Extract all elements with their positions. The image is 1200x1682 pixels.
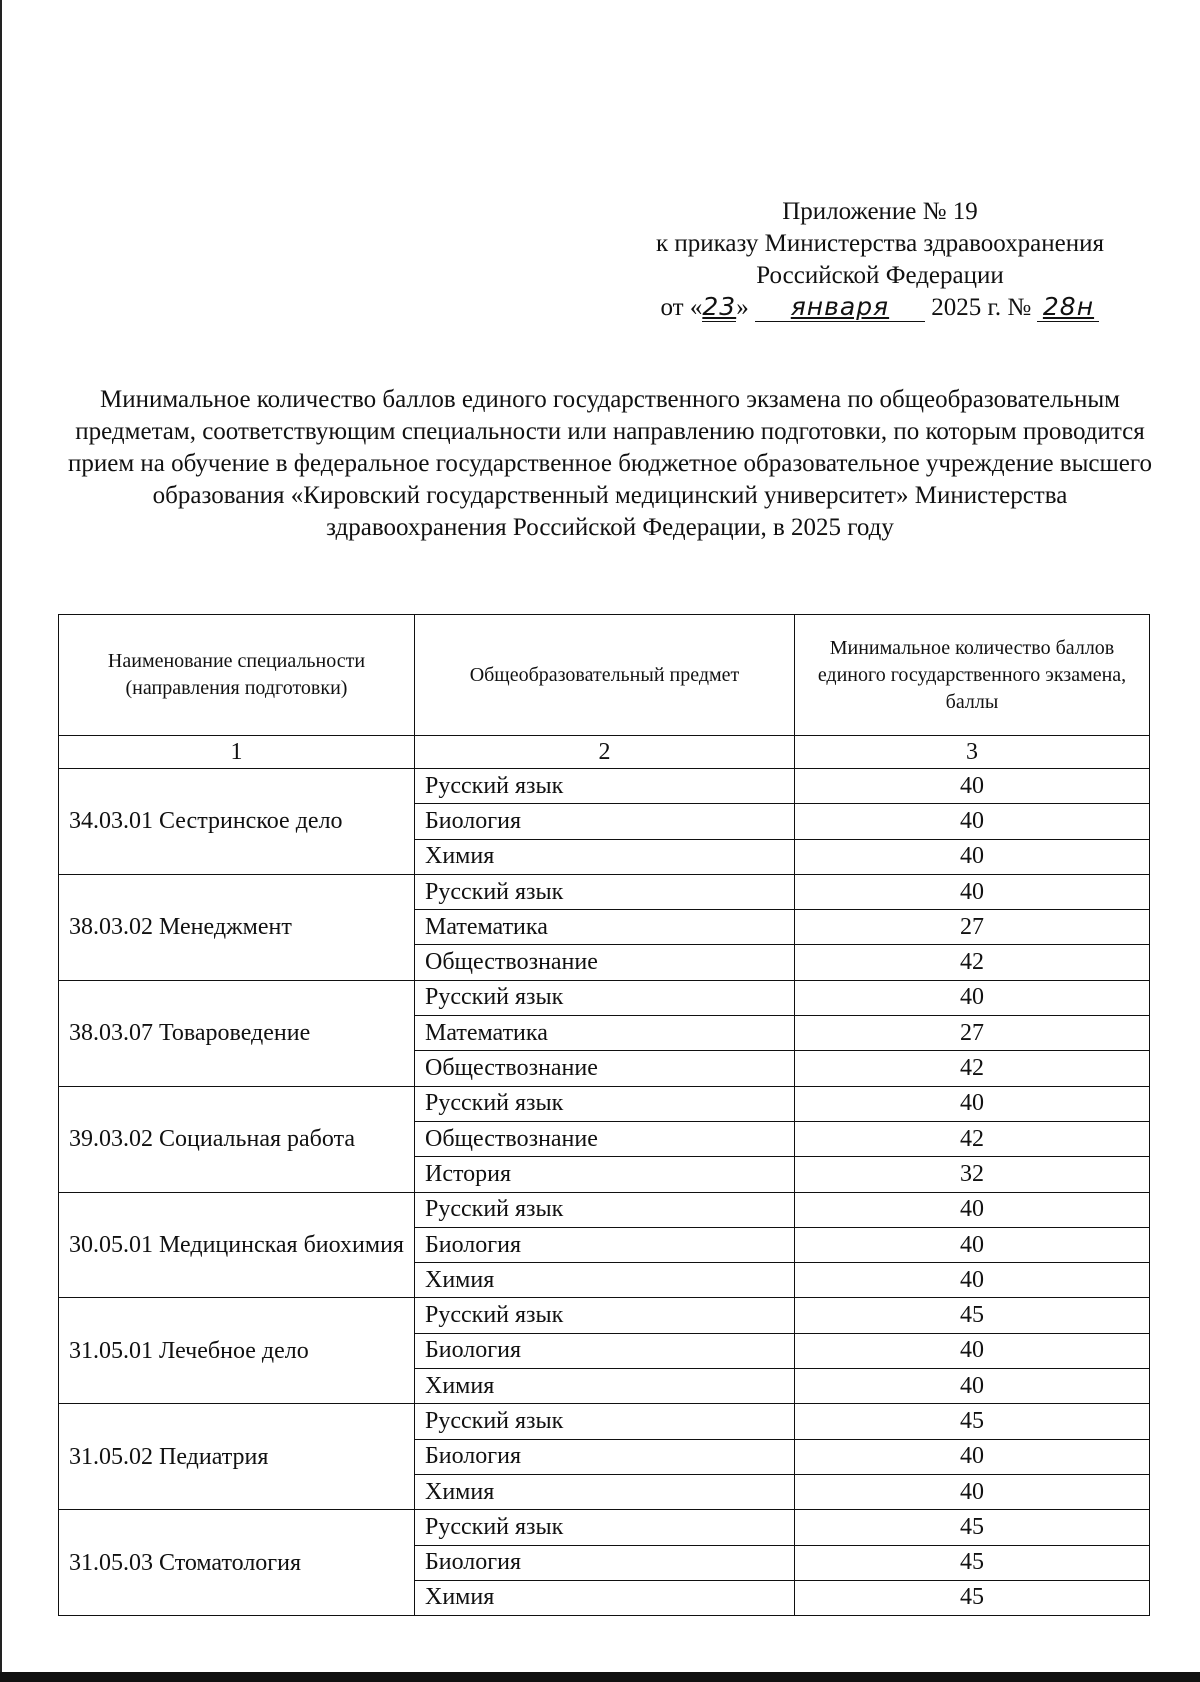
subject-cell: Обществознание: [415, 945, 795, 980]
score-cell: 40: [795, 980, 1150, 1015]
score-cell: 45: [795, 1580, 1150, 1615]
subject-cell: Биология: [415, 1545, 795, 1580]
score-cell: 42: [795, 945, 1150, 980]
score-cell: 40: [795, 874, 1150, 909]
score-cell: 40: [795, 804, 1150, 839]
subject-cell: Биология: [415, 1227, 795, 1262]
score-cell: 40: [795, 1192, 1150, 1227]
subject-cell: История: [415, 1157, 795, 1192]
table-row: [59, 1404, 1150, 1439]
column-number: 3: [795, 736, 1150, 769]
specialty-cell: 39.03.02 Социальная работа: [59, 1086, 415, 1192]
subject-cell: Химия: [415, 1369, 795, 1404]
order-number-handwritten: 28н: [1042, 292, 1095, 321]
appendix-number: Приложение № 19: [782, 198, 978, 225]
table-row: [59, 1510, 1150, 1545]
score-cell: 45: [795, 1404, 1150, 1439]
subject-cell: Русский язык: [415, 1510, 795, 1545]
header-min-score: Минимальное количество баллов единого государственного экзамена, баллы: [795, 615, 1150, 736]
date-month-handwritten: января: [790, 292, 890, 321]
score-cell: 40: [795, 1439, 1150, 1474]
date-day-field: [702, 294, 736, 322]
date-quote-close: »: [736, 294, 749, 321]
specialty-cell: 38.03.07 Товароведение: [59, 980, 415, 1086]
column-number: 1: [59, 736, 415, 769]
table-row: [59, 1192, 1150, 1227]
table-row: [59, 980, 1150, 1015]
score-cell: 40: [795, 1474, 1150, 1509]
subject-cell: Русский язык: [415, 1192, 795, 1227]
subject-cell: Химия: [415, 1263, 795, 1298]
subject-cell: Русский язык: [415, 980, 795, 1015]
score-cell: 40: [795, 1369, 1150, 1404]
score-cell: 40: [795, 769, 1150, 804]
subject-cell: Химия: [415, 1580, 795, 1615]
score-cell: 40: [795, 1227, 1150, 1262]
specialty-cell: 31.05.02 Педиатрия: [59, 1404, 415, 1510]
score-cell: 27: [795, 910, 1150, 945]
document-title: Минимальное количество баллов единого государственного экзамена по общеобразовательным предметам, соответствующим специальности или направлению подготовки, по которым проводится прием на обучение в федеральное государственное бюджетное образовательное учреждение высшего образования «Кировский государственный медицинский университет» Министерства здравоохранения Российской Федерации, в 2025 году: [68, 386, 1152, 541]
date-month-field: [755, 294, 925, 322]
table-row: [59, 1086, 1150, 1121]
specialty-cell: 30.05.01 Медицинская биохимия: [59, 1192, 415, 1298]
subject-cell: Биология: [415, 1439, 795, 1474]
subject-cell: Обществознание: [415, 1051, 795, 1086]
table-row: [59, 1298, 1150, 1333]
score-cell: 42: [795, 1051, 1150, 1086]
appendix-block: [600, 196, 1160, 324]
subject-cell: Математика: [415, 1016, 795, 1051]
order-number-field: [1037, 294, 1099, 322]
scores-table: [58, 614, 1150, 1616]
score-cell: 45: [795, 1510, 1150, 1545]
score-cell: 40: [795, 1086, 1150, 1121]
score-cell: 45: [795, 1298, 1150, 1333]
subject-cell: Биология: [415, 804, 795, 839]
order-reference: к приказу Министерства здравоохранения: [655, 230, 1105, 257]
subject-cell: Математика: [415, 910, 795, 945]
table-row: [59, 769, 1150, 804]
table-body: [59, 736, 1150, 1616]
subject-cell: Русский язык: [415, 769, 795, 804]
subject-cell: Химия: [415, 1474, 795, 1509]
specialty-cell: 31.05.01 Лечебное дело: [59, 1298, 415, 1404]
score-cell: 45: [795, 1545, 1150, 1580]
score-cell: 32: [795, 1157, 1150, 1192]
subject-cell: Русский язык: [415, 1298, 795, 1333]
subject-cell: Биология: [415, 1333, 795, 1368]
header-subject: Общеобразовательный предмет: [415, 615, 795, 736]
scan-edge-left: [0, 0, 2, 1682]
subject-cell: Обществознание: [415, 1121, 795, 1156]
order-date-line: [600, 292, 1160, 324]
table-row: [59, 874, 1150, 909]
subject-cell: Русский язык: [415, 874, 795, 909]
specialty-cell: 34.03.01 Сестринское дело: [59, 769, 415, 875]
score-cell: 27: [795, 1016, 1150, 1051]
scan-edge-bottom: [0, 1672, 1200, 1682]
score-cell: 40: [795, 1333, 1150, 1368]
score-cell: 40: [795, 1263, 1150, 1298]
header-specialty: Наименование специальности (направления подготовки): [59, 615, 415, 736]
federation-line: Российской Федерации: [756, 262, 1004, 289]
specialty-cell: 31.05.03 Стоматология: [59, 1510, 415, 1616]
header-row: [59, 615, 1150, 736]
specialty-cell: 38.03.02 Менеджмент: [59, 874, 415, 980]
column-number-row: [59, 736, 1150, 769]
date-year: 2025 г. №: [931, 294, 1032, 321]
date-prefix: от «: [660, 294, 703, 321]
score-cell: 42: [795, 1121, 1150, 1156]
column-number: 2: [415, 736, 795, 769]
date-day-handwritten: 23: [702, 292, 737, 321]
subject-cell: Русский язык: [415, 1404, 795, 1439]
subject-cell: Русский язык: [415, 1086, 795, 1121]
score-cell: 40: [795, 839, 1150, 874]
subject-cell: Химия: [415, 839, 795, 874]
